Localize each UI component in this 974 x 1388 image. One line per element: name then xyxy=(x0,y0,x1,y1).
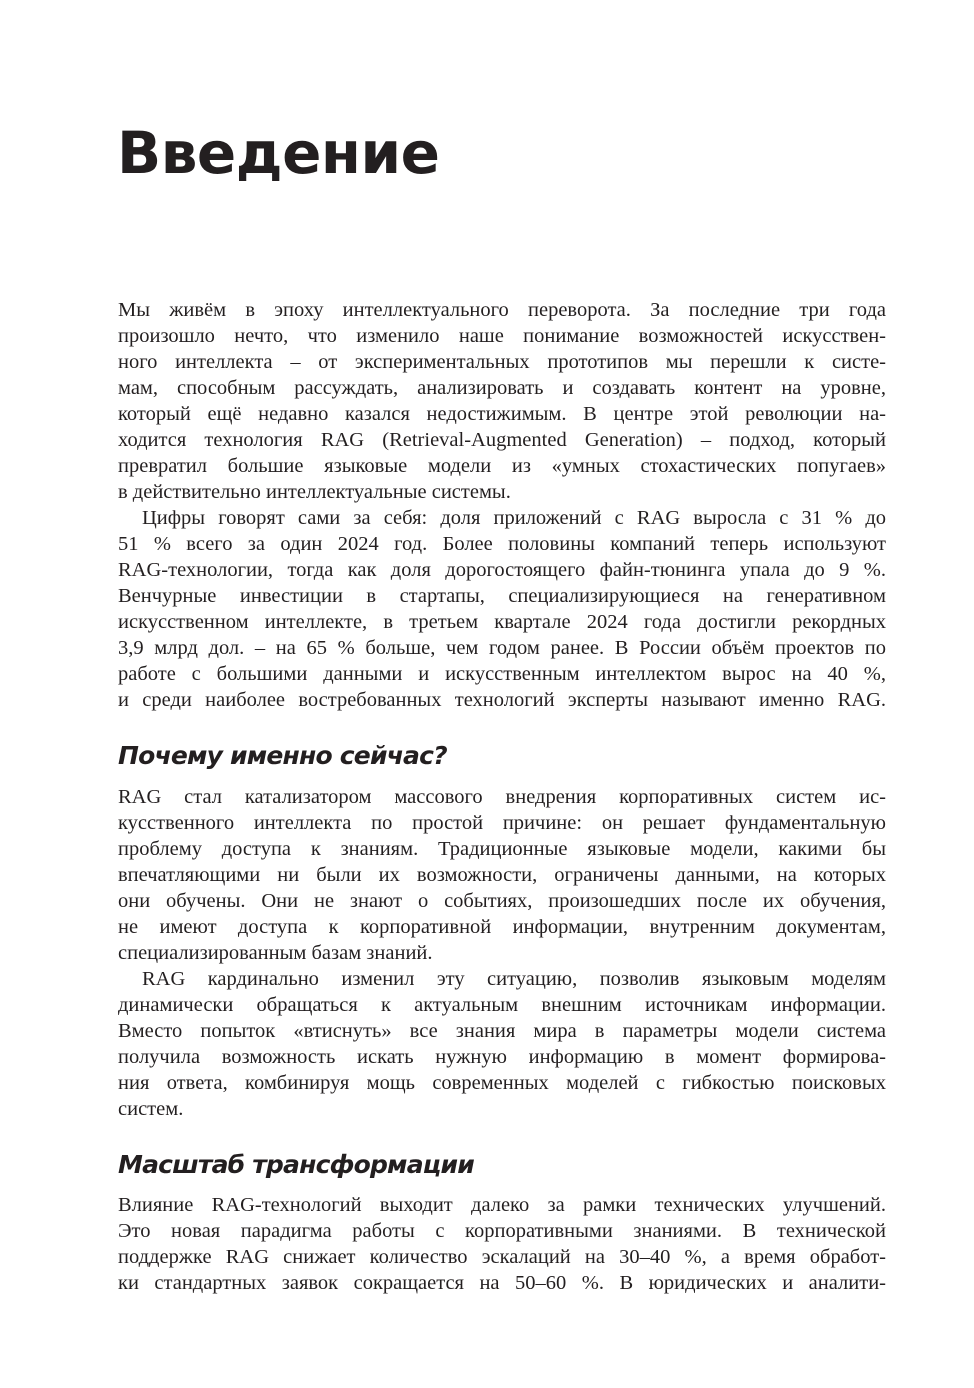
chapter-title: Введение xyxy=(117,119,440,187)
paragraph-scale-1 xyxy=(118,1192,886,1296)
text-line: Влияние RAG-технологий выходит далеко за рамки технических улучшений. xyxy=(118,1194,886,1216)
paragraph-intro-2 xyxy=(118,505,886,713)
text-line: динамически обращаться к актуальным внешним источникам информации. xyxy=(118,994,886,1016)
text-line: Это новая парадигма работы с корпоративными знаниями. В технической xyxy=(118,1220,886,1242)
text-line: ния ответа, комбинируя мощь современных моделей с гибкостью поисковых xyxy=(118,1072,886,1094)
text-line: Цифры говорят сами за себя: доля приложений с RAG выросла с 31 % до xyxy=(142,507,886,529)
text-line: превратил большие языковые модели из «умных стохастических попугаев» xyxy=(118,455,886,477)
paragraph-why-now-1 xyxy=(118,784,886,966)
text-line: впечатляющими ни были их возможности, ограничены данными, на которых xyxy=(118,864,886,886)
text-line: Вместо попыток «втиснуть» все знания мира в параметры модели система xyxy=(118,1020,886,1042)
paragraph-intro-1 xyxy=(118,297,886,505)
text-line: RAG стал катализатором массового внедрения корпоративных систем ис- xyxy=(118,786,886,808)
text-line: поддержке RAG снижает количество эскалаций на 30–40 %, а время обработ- xyxy=(118,1246,886,1268)
text-line: систем. xyxy=(118,1098,184,1120)
text-line: Мы живём в эпоху интеллектуального переворота. За последние три года xyxy=(118,299,886,321)
text-line: кусственного интеллекта по простой причине: он решает фундаментальную xyxy=(118,812,886,834)
text-line: искусственном интеллекте, в третьем квартале 2024 года достигли рекордных xyxy=(118,611,886,633)
text-line: специализированным базам знаний. xyxy=(118,942,433,964)
text-line: проблему доступа к знаниям. Традиционные языковые модели, какими бы xyxy=(118,838,886,860)
text-line: Венчурные инвестиции в стартапы, специализирующиеся на генеративном xyxy=(118,585,886,607)
text-line: ки стандартных заявок сокращается на 50–60 %. В юридических и аналити- xyxy=(118,1272,886,1294)
text-line: 51 % всего за один 2024 год. Более половины компаний теперь используют xyxy=(118,533,886,555)
text-line: ходится технология RAG (Retrieval-Augmented Generation) – подход, который xyxy=(118,429,886,451)
text-line: RAG-технологии, тогда как доля дорогостоящего файн-тюнинга упала до 9 %. xyxy=(118,559,886,581)
text-line: в действительно интеллектуальные системы. xyxy=(118,481,511,503)
text-line: RAG кардинально изменил эту ситуацию, позволив языковым моделям xyxy=(142,968,886,990)
section-heading-why-now: Почему именно сейчас? xyxy=(118,741,447,770)
text-line: мам, способным рассуждать, анализировать и создавать контент на уровне, xyxy=(118,377,886,399)
text-line: произошло нечто, что изменило наше понимание возможностей искусствен- xyxy=(118,325,886,347)
text-line: ного интеллекта – от экспериментальных прототипов мы перешли к систе- xyxy=(118,351,886,373)
text-line: и среди наиболее востребованных технологий эксперты называют именно RAG. xyxy=(118,689,886,711)
text-line: получила возможность искать нужную информацию в момент формирова- xyxy=(118,1046,886,1068)
text-line: который ещё недавно казался недостижимым. В центре этой революции на- xyxy=(118,403,886,425)
text-line: 3,9 млрд дол. – на 65 % больше, чем годом ранее. В России объём проектов по xyxy=(118,637,886,659)
text-line: не имеют доступа к корпоративной информации, внутренним документам, xyxy=(118,916,886,938)
section-heading-scale: Масштаб трансформации xyxy=(118,1150,474,1179)
paragraph-why-now-2 xyxy=(118,966,886,1122)
text-line: они обучены. Они не знают о событиях, произошедших после их обучения, xyxy=(118,890,886,912)
text-line: работе с большими данными и искусственным интеллектом вырос на 40 %, xyxy=(118,663,886,685)
